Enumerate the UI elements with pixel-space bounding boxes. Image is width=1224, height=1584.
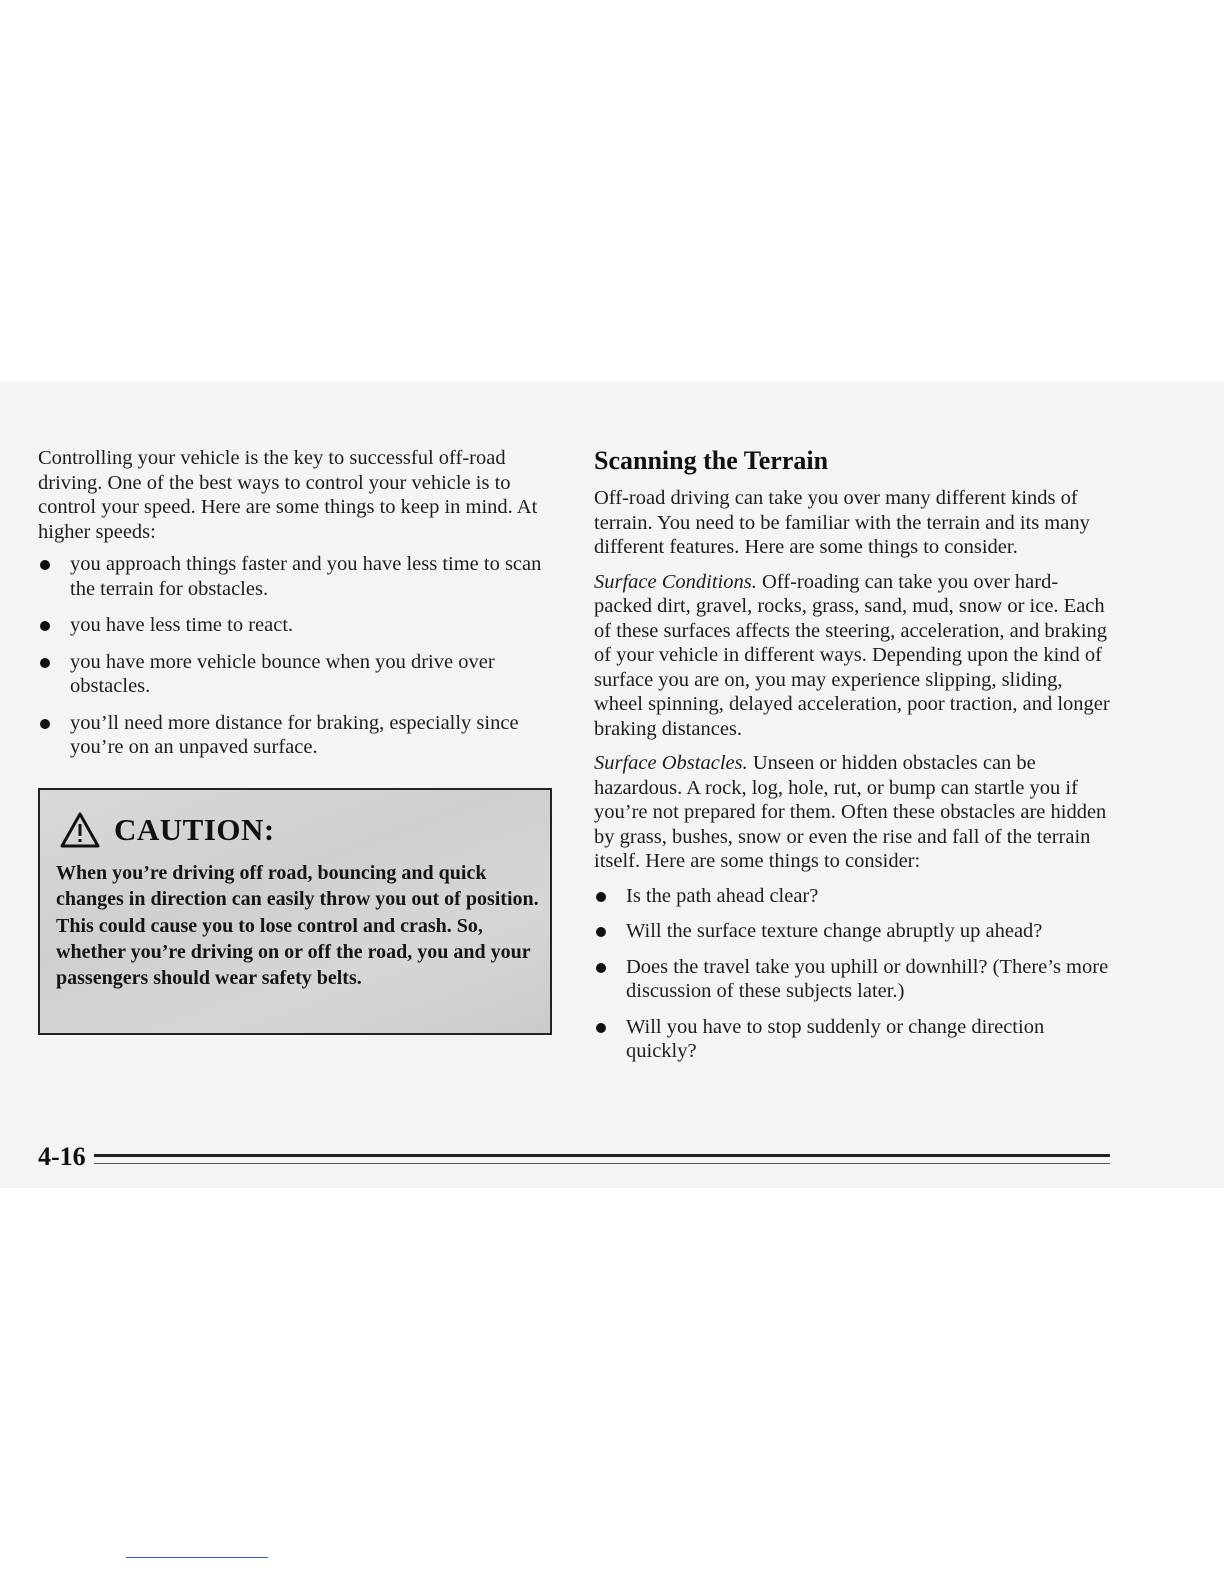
bullet-icon	[596, 1023, 606, 1033]
surface-obstacles-text: Unseen or hidden obstacles can be hazardous. A rock, log, hole, rut, or bump can startle you if you’re not prepared for them. Often these obstacles are hidden by grass, bushes, snow or even the rise and fall of the terrain itself. Here are some things to consider:	[594, 752, 1107, 872]
bullet-icon	[596, 927, 606, 937]
list-item	[594, 919, 1114, 944]
bullet-icon	[40, 621, 50, 631]
section-heading: Scanning the Terrain	[594, 446, 829, 475]
bullet-icon	[40, 719, 50, 729]
bullet-icon	[40, 658, 50, 668]
list-item	[38, 711, 558, 760]
caution-title: CAUTION:	[114, 812, 275, 847]
footer-rule-thin	[94, 1163, 1110, 1164]
bullet-text: you’ll need more distance for braking, especially since you’re on an unpaved surface.	[70, 711, 519, 758]
bullet-icon	[40, 560, 50, 570]
footer-rule	[94, 1154, 1110, 1157]
surface-obstacles-label: Surface Obstacles.	[594, 752, 748, 774]
bullet-icon	[596, 892, 606, 902]
terrain-intro-paragraph: Off-road driving can take you over many different kinds of terrain. You need to be familiar with the terrain and its many different features. Here are some things to consider.	[594, 487, 1090, 558]
list-item	[38, 552, 558, 601]
surface-conditions-text: Off-roading can take you over hard-packed dirt, gravel, rocks, grass, sand, mud, snow or ice. Each of these surfaces affects the steering, acceleration, and braking of your vehicle in different ways. Depending upon the kind of surface you are on, you may experience slipping, sliding, wheel spinning, delayed acceleration, poor traction, and longer braking distances.	[594, 570, 1110, 740]
bullet-text: Will you have to stop suddenly or change direction quickly?	[626, 1015, 1045, 1062]
bullet-icon	[596, 963, 606, 973]
list-item	[38, 613, 558, 638]
terrain-bullet-list	[594, 884, 1114, 1064]
list-item	[594, 884, 1114, 909]
bullet-text: you approach things faster and you have less time to scan the terrain for obstacles.	[70, 553, 542, 600]
speed-bullet-list	[38, 552, 558, 760]
bullet-text: Will the surface texture change abruptly up ahead?	[626, 920, 1043, 942]
caution-box	[38, 788, 552, 1035]
link-underline[interactable]	[126, 1557, 268, 1558]
surface-conditions-label: Surface Conditions.	[594, 570, 757, 593]
bullet-text: Does the travel take you uphill or downhill? (There’s more discussion of these subjects later.)	[626, 955, 1109, 1002]
right-column	[594, 446, 1114, 1075]
page-footer	[38, 1142, 1110, 1172]
surface-conditions-paragraph	[594, 570, 1114, 742]
bullet-text: Is the path ahead clear?	[626, 884, 819, 907]
list-item	[38, 650, 558, 699]
list-item	[594, 1015, 1114, 1064]
left-column	[38, 446, 558, 772]
caution-header	[60, 812, 275, 848]
caution-text: When you’re driving off road, bouncing and quick changes in direction can easily throw you out of position. This could cause you to lose control and crash. So, whether you’re driving on or off the road, you and your passengers should wear safety belts.	[56, 862, 539, 990]
left-intro-paragraph: Controlling your vehicle is the key to successful off-road driving. One of the best ways to control your vehicle is to control your speed. Here are some things to keep in mind. At higher speeds:	[38, 447, 538, 543]
warning-triangle-icon	[60, 812, 100, 848]
bullet-text: you have more vehicle bounce when you drive over obstacles.	[70, 650, 495, 697]
surface-obstacles-paragraph	[594, 751, 1114, 874]
page-number: 4-16	[38, 1142, 86, 1171]
list-item	[594, 955, 1114, 1004]
bullet-text: you have less time to react.	[70, 614, 294, 636]
